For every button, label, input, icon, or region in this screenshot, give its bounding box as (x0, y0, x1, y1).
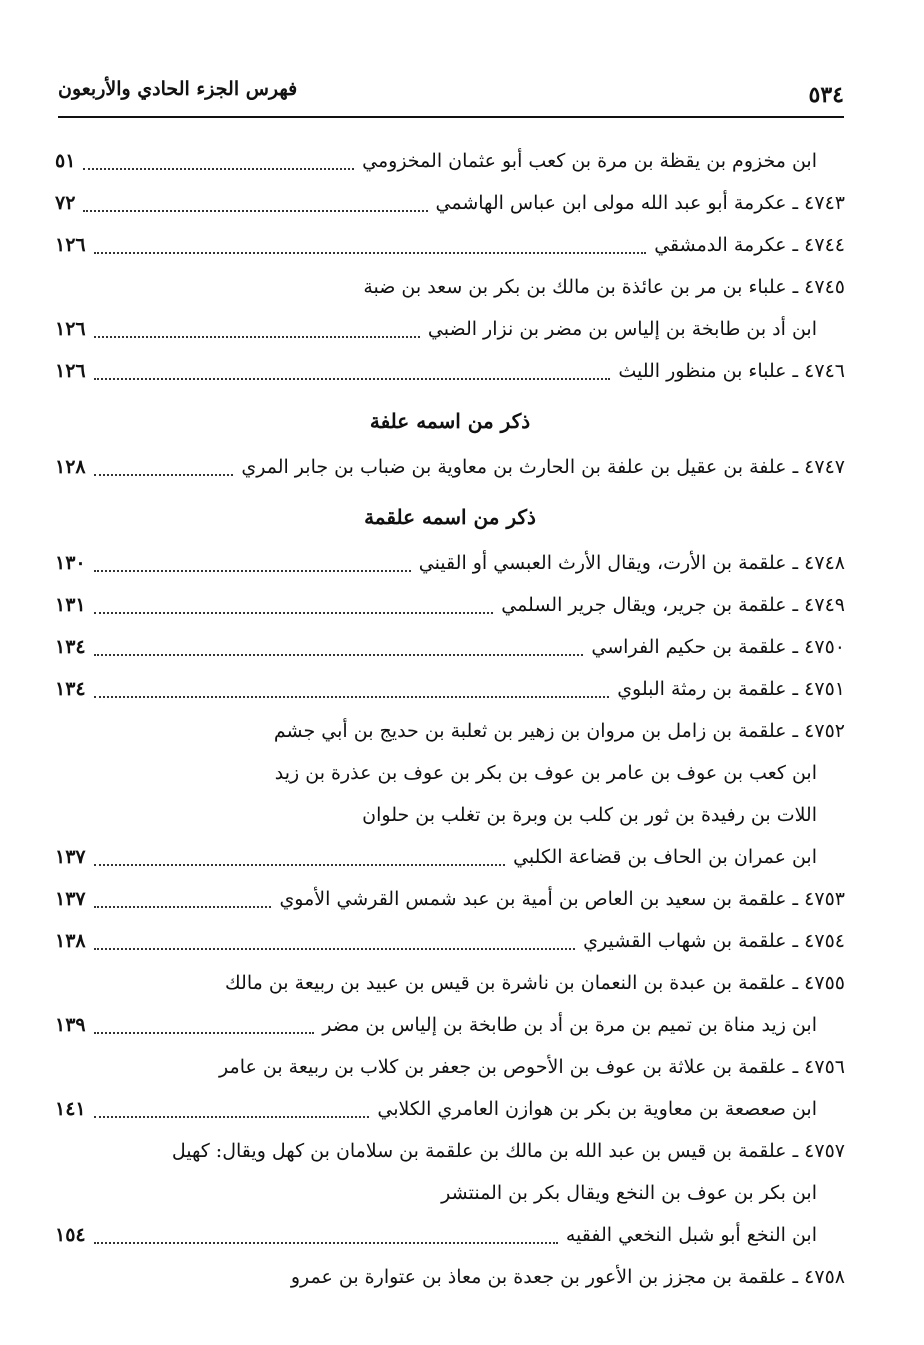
index-entries-list (55, 140, 845, 1298)
entry-page-number: ١٣٧ (55, 888, 86, 910)
entry-page-number: ١٣٤ (55, 678, 86, 700)
entry-page-number: ٥١ (55, 150, 76, 172)
entry-text: ابن مخزوم بن يقظة بن مرة بن كعب أبو عثمان المخزومي (362, 150, 817, 172)
dot-leader (94, 864, 505, 866)
entry-text: ٤٧٤٣ ـ عكرمة أبو عبد الله مولى ابن عباس الهاشمي (435, 192, 845, 214)
dot-leader (94, 1242, 558, 1244)
dot-leader (94, 696, 610, 698)
entry-page-number: ٧٢ (55, 192, 76, 214)
entry-page-number: ١٣٤ (55, 636, 86, 658)
dot-leader (94, 1032, 315, 1034)
dot-leader (83, 210, 427, 212)
entry-text: ابن كعب بن عوف بن عامر بن عوف بن بكر بن عوف بن عذرة بن زيد (274, 762, 817, 784)
index-entry-continuation (55, 308, 845, 350)
page-number: ٥٣٤ (808, 82, 844, 108)
entry-text: ابن صعصعة بن معاوية بن بكر بن هوازن العامري الكلابي (377, 1098, 817, 1120)
entry-text: ابن عمران بن الحاف بن قضاعة الكلبي (513, 846, 817, 868)
index-entry (55, 626, 845, 668)
entry-text: ٤٧٥٦ ـ علقمة بن علاثة بن عوف بن الأحوص بن جعفر بن كلاب بن ربيعة بن عامر (219, 1056, 845, 1078)
entry-text: اللات بن رفيدة بن ثور بن كلب بن وبرة بن تغلب بن حلوان (362, 804, 817, 826)
running-title: فهرس الجزء الحادي والأربعون (58, 78, 298, 100)
entry-page-number: ١٥٤ (55, 1224, 86, 1246)
index-entry (55, 1256, 845, 1298)
entry-text: ابن بكر بن عوف بن النخع ويقال بكر بن المنتشر (441, 1182, 817, 1204)
entry-page-number: ١٣٠ (55, 552, 86, 574)
entry-page-number: ١٣٩ (55, 1014, 86, 1036)
index-entry (55, 1046, 845, 1088)
index-entry-continuation (55, 1214, 845, 1256)
entry-text: ٤٧٥١ ـ علقمة بن رمثة البلوي (617, 678, 845, 700)
entry-text: ٤٧٥٣ ـ علقمة بن سعيد بن العاص بن أمية بن عبد شمس القرشي الأموي (279, 888, 845, 910)
index-entry (55, 920, 845, 962)
entry-text: ٤٧٥٨ ـ علقمة بن مجزز بن الأعور بن جعدة بن معاذ بن عتوارة بن عمرو (290, 1266, 845, 1288)
entry-text: ٤٧٥٧ ـ علقمة بن قيس بن عبد الله بن مالك بن علقمة بن سلامان بن كهل ويقال: كهيل (171, 1140, 845, 1162)
index-entry (55, 542, 845, 584)
entry-text: ابن النخع أبو شبل النخعي الفقيه (565, 1224, 817, 1246)
index-entry-continuation (55, 1172, 845, 1214)
entry-text: ٤٧٥٤ ـ علقمة بن شهاب القشيري (583, 930, 845, 952)
index-entry (55, 350, 845, 392)
index-entry (55, 182, 845, 224)
index-entry-continuation (55, 836, 845, 878)
entry-page-number: ١٢٦ (55, 234, 86, 256)
entry-text: ٤٧٤٦ ـ علباء بن منظور الليث (618, 360, 845, 382)
entry-text: ابن زيد مناة بن تميم بن مرة بن أد بن طابخة بن إلياس بن مضر (322, 1014, 817, 1036)
index-entry (55, 224, 845, 266)
dot-leader (83, 168, 354, 170)
entry-text: ٤٧٥٠ ـ علقمة بن حكيم الفراسي (591, 636, 845, 658)
index-entry (55, 962, 845, 1004)
entry-text: ٤٧٤٤ ـ عكرمة الدمشقي (654, 234, 845, 256)
section-heading: ذكر من اسمه علفة (369, 409, 531, 433)
index-entry-continuation (55, 1088, 845, 1130)
index-entry (55, 446, 845, 488)
index-entry (55, 878, 845, 920)
index-entry (55, 1130, 845, 1172)
entry-text: ٤٧٥٢ ـ علقمة بن زامل بن مروان بن زهير بن ثعلبة بن حديج بن أبي جشم (273, 720, 845, 742)
entry-page-number: ١٢٨ (55, 456, 86, 478)
dot-leader (94, 570, 411, 572)
dot-leader (94, 906, 272, 908)
entry-page-number: ١٢٦ (55, 318, 86, 340)
entry-page-number: ١٤١ (55, 1098, 86, 1120)
entry-text: ابن أد بن طابخة بن إلياس بن مضر بن نزار الضبي (427, 318, 817, 340)
entry-text: ٤٧٤٩ ـ علقمة بن جرير، ويقال جرير السلمي (501, 594, 845, 616)
dot-leader (94, 336, 420, 338)
page-header (58, 72, 844, 118)
entry-page-number: ١٣٨ (55, 930, 86, 952)
index-entry-continuation (55, 752, 845, 794)
dot-leader (94, 654, 584, 656)
entry-text: ٤٧٥٥ ـ علقمة بن عبدة بن النعمان بن ناشرة بن قيس بن عبيد بن ربيعة بن مالك (225, 972, 845, 994)
index-entry (55, 266, 845, 308)
index-entry-continuation (55, 1004, 845, 1046)
dot-leader (94, 252, 647, 254)
entry-text: ٤٧٤٥ ـ علباء بن مر بن عائذة بن مالك بن بكر بن سعد بن ضبة (363, 276, 845, 298)
index-entry-continuation (55, 794, 845, 836)
dot-leader (94, 612, 494, 614)
index-entry (55, 584, 845, 626)
entry-text: ٤٧٤٧ ـ علفة بن عقيل بن علفة بن الحارث بن معاوية بن ضباب بن جابر المري (241, 456, 845, 478)
dot-leader (94, 474, 234, 476)
entry-page-number: ١٣٧ (55, 846, 86, 868)
index-entry (55, 668, 845, 710)
dot-leader (94, 378, 611, 380)
section-heading: ذكر من اسمه علقمة (364, 505, 536, 529)
entry-page-number: ١٣١ (55, 594, 86, 616)
entry-text: ٤٧٤٨ ـ علقمة بن الأرت، ويقال الأرث العبسي أو القيني (418, 552, 845, 574)
index-entry (55, 710, 845, 752)
index-entry-continuation (55, 140, 845, 182)
dot-leader (94, 1116, 370, 1118)
entry-page-number: ١٢٦ (55, 360, 86, 382)
dot-leader (94, 948, 576, 950)
